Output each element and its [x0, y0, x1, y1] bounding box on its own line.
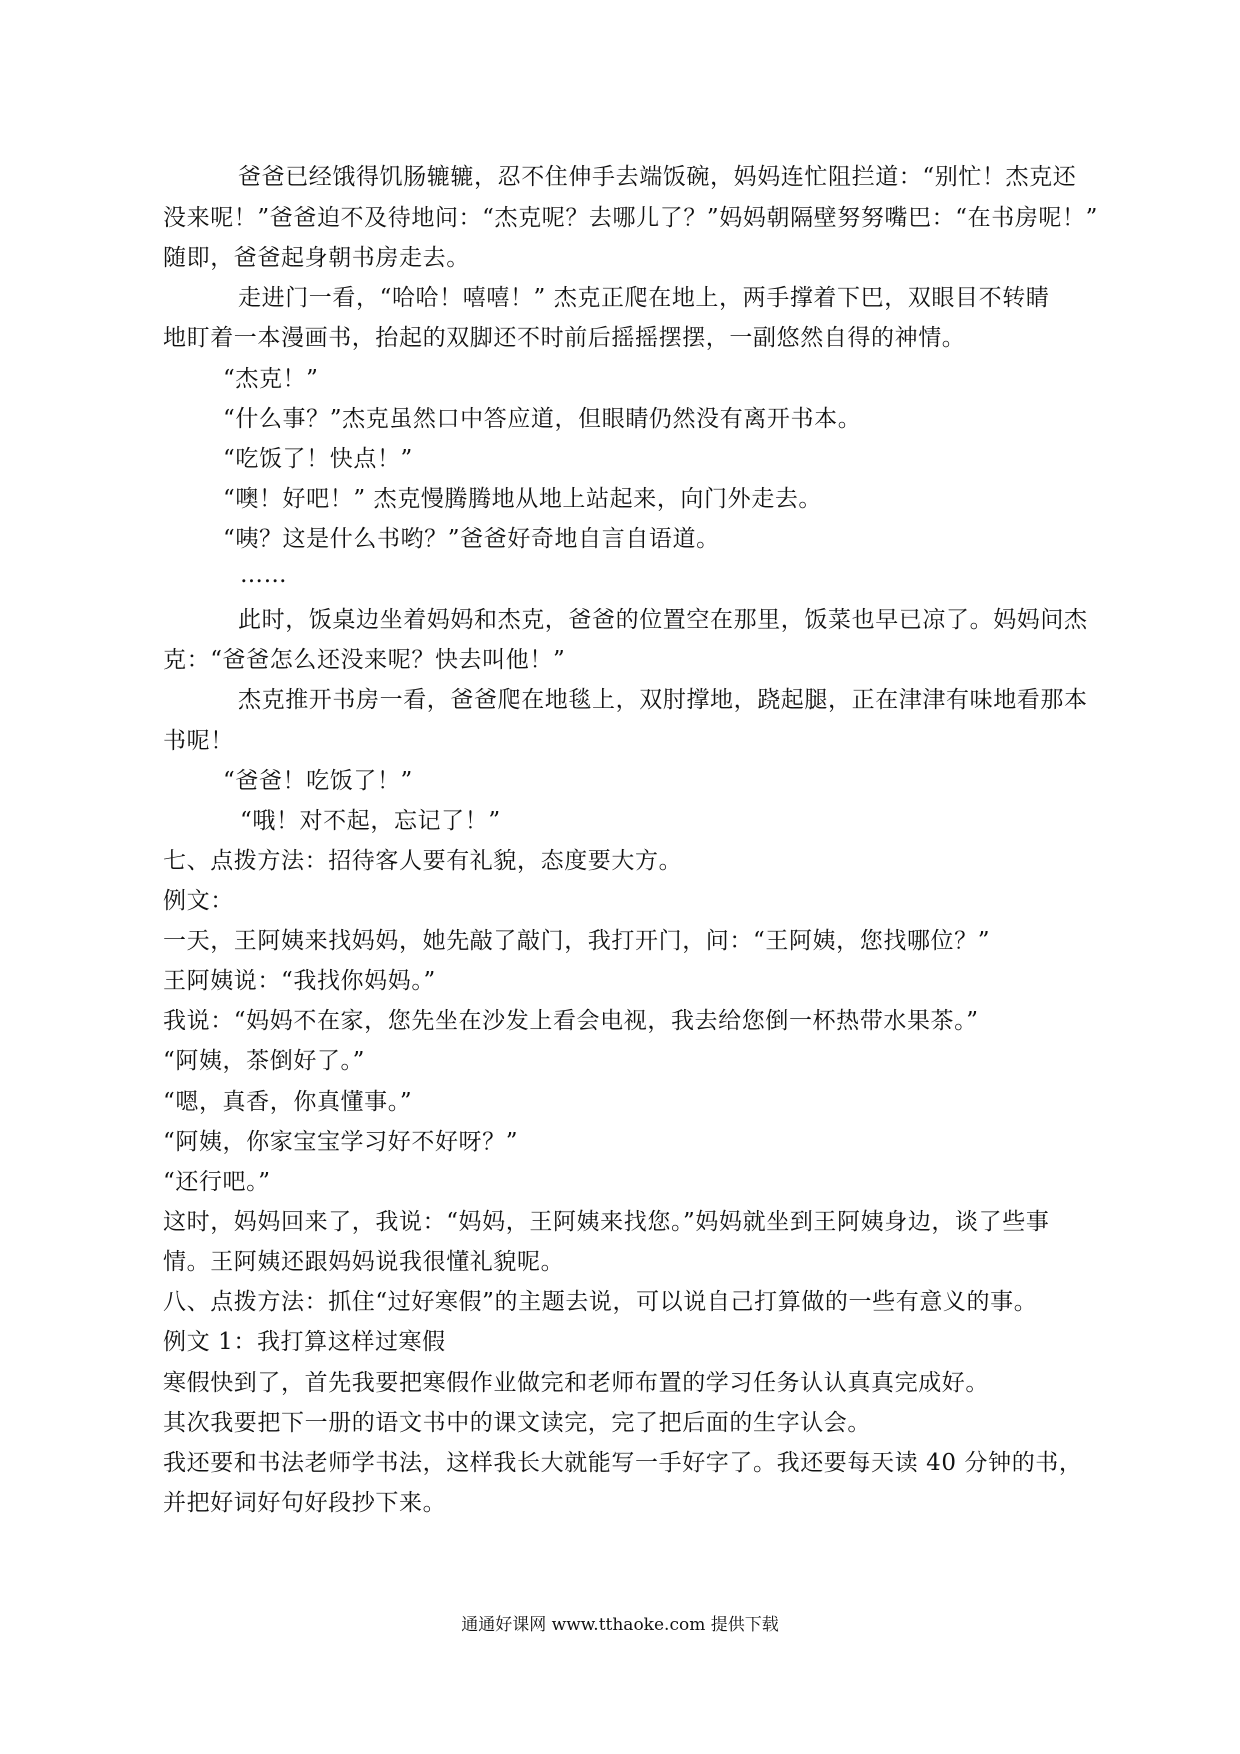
story-paragraph-4-line-1: 杰克推开书房一看，爸爸爬在地毯上，双肘撑地，跷起腿，正在津津有味地看那本: [238, 687, 1088, 713]
story-dialogue-5: “咦？这是什么书哟？”爸爸好奇地自言自语道。: [223, 526, 720, 552]
page-footer: 通通好课网 www.tthaoke.com 提供下载: [461, 1615, 779, 1635]
section-8-example-title: 例文 1：我打算这样过寒假: [163, 1329, 446, 1355]
story-ellipsis: ……: [240, 562, 288, 588]
story-dialogue-7: “哦！对不起，忘记了！”: [240, 808, 501, 834]
section-7-line-6: “阿姨，你家宝宝学习好不好呀？”: [163, 1129, 519, 1155]
section-8-line-2: 其次我要把下一册的语文书中的课文读完，完了把后面的生字认会。: [163, 1410, 871, 1436]
section-8-line-1: 寒假快到了，首先我要把寒假作业做完和老师布置的学习任务认认真真完成好。: [163, 1370, 989, 1396]
story-paragraph-2-line-1: 走进门一看，“哈哈！嘻嘻！” 杰克正爬在地上，两手撑着下巴，双眼目不转睛: [238, 285, 1050, 311]
section-7-line-9: 情。王阿姨还跟妈妈说我很懂礼貌呢。: [163, 1249, 565, 1275]
story-paragraph-1-line-2: 没来呢！”爸爸迫不及待地问：“杰克呢？去哪儿了？”妈妈朝隔壁努努嘴巴：“在书房呢！”: [163, 205, 1098, 231]
section-8-line-4: 并把好词好句好段抄下来。: [163, 1490, 447, 1516]
story-paragraph-1-line-3: 随即，爸爸起身朝书房走去。: [163, 245, 470, 271]
section-8-line-3: 我还要和书法老师学书法，这样我长大就能写一手好字了。我还要每天读 40 分钟的书，: [163, 1450, 1083, 1476]
section-7-line-2: 王阿姨说：“我找你妈妈。”: [163, 968, 436, 994]
story-dialogue-4: “噢！好吧！” 杰克慢腾腾地从地上站起来，向门外走去。: [223, 486, 823, 512]
section-7-line-1: 一天，王阿姨来找妈妈，她先敲了敲门，我打开门，问：“王阿姨，您找哪位？”: [163, 928, 991, 954]
story-dialogue-2: “什么事？”杰克虽然口中答应道，但眼睛仍然没有离开书本。: [223, 406, 862, 432]
story-dialogue-1: “杰克！”: [223, 366, 319, 392]
section-7-line-7: “还行吧。”: [163, 1169, 271, 1195]
story-paragraph-3-line-1: 此时，饭桌边坐着妈妈和杰克，爸爸的位置空在那里，饭菜也早已凉了。妈妈问杰: [238, 607, 1088, 633]
section-7-line-3: 我说：“妈妈不在家，您先坐在沙发上看会电视，我去给您倒一杯热带水果茶。”: [163, 1008, 979, 1034]
section-7-line-4: “阿姨，茶倒好了。”: [163, 1048, 366, 1074]
section-7-heading: 七、点拨方法：招待客人要有礼貌，态度要大方。: [163, 848, 683, 874]
story-dialogue-3: “吃饭了！快点！”: [223, 446, 413, 472]
story-dialogue-6: “爸爸！吃饭了！”: [223, 768, 413, 794]
story-paragraph-1-line-1: 爸爸已经饿得饥肠辘辘，忍不住伸手去端饭碗，妈妈连忙阻拦道：“别忙！杰克还: [238, 164, 1077, 190]
story-paragraph-4-line-2: 书呢！: [163, 728, 234, 754]
section-7-example-label: 例文：: [163, 888, 234, 914]
story-paragraph-3-line-2: 克：“爸爸怎么还没来呢？快去叫他！”: [163, 647, 566, 673]
section-7-line-8: 这时，妈妈回来了，我说：“妈妈，王阿姨来找您。”妈妈就坐到王阿姨身边，谈了些事: [163, 1209, 1050, 1235]
section-8-heading: 八、点拨方法：抓住“过好寒假”的主题去说，可以说自己打算做的一些有意义的事。: [163, 1289, 1038, 1315]
story-paragraph-2-line-2: 地盯着一本漫画书，抬起的双脚还不时前后摇摇摆摆，一副悠然自得的神情。: [163, 325, 966, 351]
section-7-line-5: “嗯，真香，你真懂事。”: [163, 1089, 413, 1115]
